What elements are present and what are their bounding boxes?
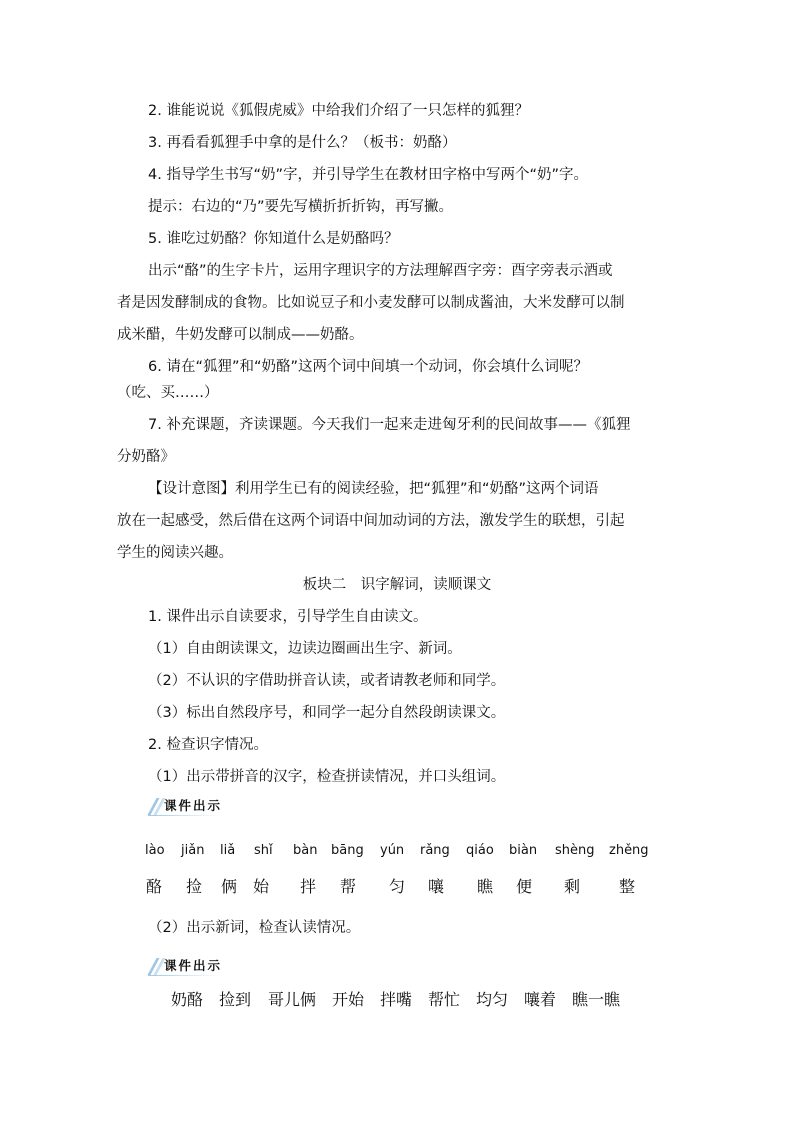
badge-underline [148, 975, 220, 976]
design-intent-line-2: 放在一起感受，然后借在这两个词语中间加动词的方法，激发学生的联想，引起 [117, 513, 625, 529]
hanzi-item: 始 [253, 877, 270, 896]
pinyin-item: rǎng [420, 843, 450, 858]
hanzi-item: 捡 [186, 877, 203, 896]
p8-line-1: 7. 补充课题，齐读课题。今天我们一起来走进匈牙利的民间故事——《狐狸 [148, 417, 631, 433]
courseware-badge-2 [148, 957, 268, 975]
new-word: 帮忙 [428, 990, 461, 1009]
p7-line-2: （吃、买……） [117, 385, 219, 401]
pinyin-item: shèng [555, 843, 595, 858]
s6-line: （1）出示带拼音的汉字，检查拼读情况，并口头组词。 [148, 769, 506, 785]
section-heading: 板块二 识字解词，读顺课文 [302, 577, 492, 593]
p4-line: 提示：右边的“乃”要先写横折折折钩，再写撇。 [148, 199, 454, 215]
p6-line-3: 成米醋，牛奶发酵可以制成——奶酪。 [117, 327, 364, 343]
s5-line: 2. 检查识字情况。 [148, 737, 268, 753]
pinyin-item: qiáo [466, 843, 494, 858]
p6-line-1: 出示“酪”的生字卡片，运用字理识字的方法理解酉字旁：酉字旁表示酒或 [148, 263, 613, 279]
hanzi-item: 俩 [221, 877, 238, 896]
pinyin-item: bāng [331, 843, 364, 858]
design-intent-line-1: 【设计意图】利用学生已有的阅读经验，把“狐狸”和“奶酪”这两个词语 [148, 481, 599, 497]
new-word: 均匀 [476, 990, 509, 1009]
pinyin-item: biàn [509, 843, 538, 858]
hanzi-item: 拌 [300, 877, 317, 896]
pinyin-item: liǎ [220, 843, 236, 858]
hanzi-item: 便 [516, 877, 533, 896]
p7-line-1: 6. 请在“狐狸”和“奶酪”这两个词中间填一个动词，你会填什么词呢？ [148, 359, 588, 375]
design-intent-line-3: 学生的阅读兴趣。 [117, 545, 233, 561]
badge-label: 课件出示 [164, 958, 223, 973]
hanzi-item: 嚷 [428, 877, 445, 896]
pinyin-item: bàn [293, 843, 318, 858]
p3-line: 4. 指导学生书写“奶”字，并引导学生在教材田字格中写两个“奶”字。 [148, 167, 588, 183]
new-word: 开始 [332, 990, 365, 1009]
new-word: 拌嘴 [380, 990, 413, 1009]
hanzi-item: 瞧 [477, 877, 494, 896]
s2-line: （1）自由朗读课文，边读边圈画出生字、新词。 [148, 641, 462, 657]
hanzi-item: 匀 [389, 877, 406, 896]
hanzi-item: 帮 [340, 877, 357, 896]
new-word: 嚷着 [524, 990, 557, 1009]
new-word: 哥儿俩 [268, 990, 317, 1009]
hanzi-item: 酪 [146, 877, 163, 896]
p2-line: 3. 再看看狐狸手中拿的是什么？（板书：奶酪） [148, 135, 457, 151]
badge-label: 课件出示 [164, 798, 223, 813]
new-word: 瞧一瞧 [572, 990, 621, 1009]
s7-line: （2）出示新词，检查认读情况。 [148, 920, 361, 936]
new-word: 捡到 [219, 990, 252, 1009]
badge-underline [148, 815, 220, 816]
p5-line: 5. 谁吃过奶酪？你知道什么是奶酪吗？ [148, 231, 399, 247]
hanzi-item: 整 [619, 877, 636, 896]
p8-line-2: 分奶酪》 [117, 449, 175, 465]
pinyin-item: zhěng [609, 843, 649, 858]
pinyin-item: yún [380, 843, 405, 858]
s4-line: （3）标出自然段序号，和同学一起分自然段朗读课文。 [148, 705, 506, 721]
hanzi-item: 剩 [564, 877, 581, 896]
new-word: 奶酪 [171, 990, 204, 1009]
pinyin-item: lào [145, 843, 165, 858]
pinyin-item: jiǎn [181, 843, 205, 858]
courseware-badge-1 [148, 797, 268, 815]
s3-line: （2）不认识的字借助拼音认读，或者请教老师和同学。 [148, 673, 506, 689]
p6-line-2: 者是因发酵制成的食物。比如说豆子和小麦发酵可以制成酱油，大米发酵可以制 [117, 295, 625, 311]
p1-line: 2. 谁能说说《狐假虎威》中给我们介绍了一只怎样的狐狸？ [148, 103, 529, 119]
pinyin-item: shǐ [254, 843, 273, 858]
s1-line: 1. 课件出示自读要求，引导学生自由读文。 [148, 609, 428, 625]
